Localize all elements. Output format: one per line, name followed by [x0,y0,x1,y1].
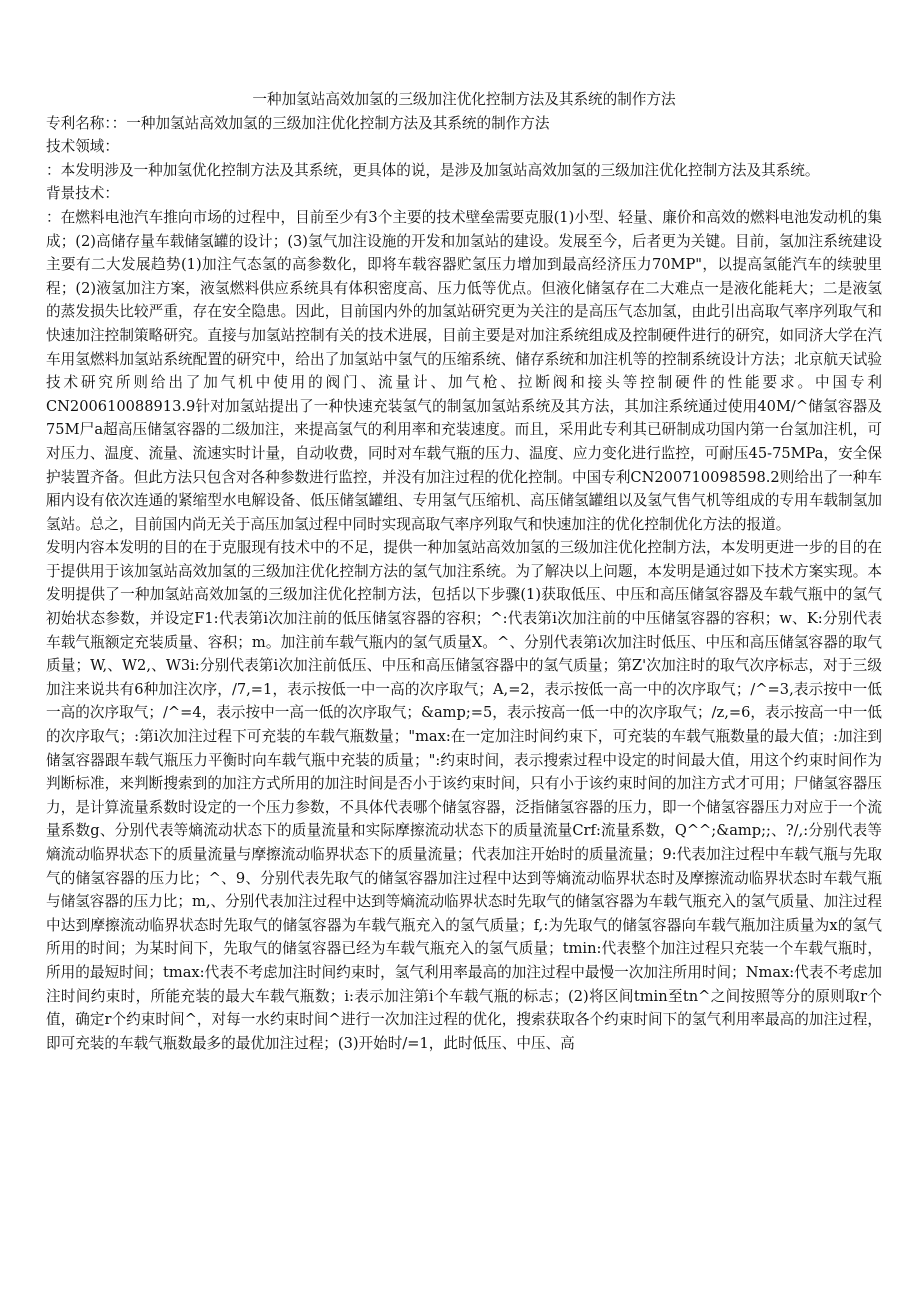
background-heading: 背景技术： [46,185,119,203]
technical-field-heading: 技术领域： [46,138,119,156]
summary-text: 发明内容本发明的目的在于克服现有技术中的不足，提供一种加氢站高效加氢的三级加注优化控制方法，本发明更进一步的目的在于提供用于该加氢站高效加氢的三级加注优化控制方法的氢气加注系统。为了解决以上问题，本发明是通过如下技术方案实现。本发明提供了一种加氢站高效加氢的三级加注优化控制方法，包括以下步骤(1)获取低压、中压和高压储氢容器及车载气瓶中的氢气初始状态参数，并设定F1:代表第i次加注前的低压储氢容器的容积；^:代表第i次加注前的中压储氢容器的容积；w、K:分别代表车载气瓶额定充装质量、容积；m。加注前车载气瓶内的氢气质量X。^、分别代表第i次加注时低压、中压和高压储氢容器的取气质量；W,、W2,、W3i:分别代表第i次加注前低压、中压和高压储氢容器中的氢气质量；第Z'次加注时的取气次序标志，对于三级加注来说共有6种加注次序，/7,=1，表示按低一中一高的次序取气；A,=2，表示按低一高一中的次序取气；/^=3,表示按中一低一高的次序取气；/^=4，表示按中一高一低的次序取气；&amp;=5，表示按高一低一中的次序取气；/z,=6，表示按高一中一低的次序取气；:第i次加注过程下可充装的车载气瓶数量；"max:在一定加注时间约束下，可充装的车载气瓶数量的最大值；:加注到储氢容器跟车载气瓶压力平衡时向车载气瓶中充装的质量；":约束时间，表示搜索过程中设定的时间最大值，用这个约束时间作为判断标准，来判断搜索到的加注方式所用的加注时间是否小于该约束时间，只有小于该约束时间的加注方式才可用；尸储氢容器压力，是计算流量系数时设定的一个压力参数，不具体代表哪个储氢容器，泛指储氢容器的压力，即一个储氢容器压力对应于一个流量系数g、分别代表等熵流动状态下的质量流量和实际摩擦流动状态下的质量流量Crf:流量系数，Q^^;&amp;;、?/,:分别代表等熵流动临界状态下的质量流量与摩擦流动临界状态下的质量流量；代表加注开始时的质量流量；9:代表加注过程中车载气瓶与先取气的储氢容器的压力比；^、9、分别代表先取气的储氢容器加注过程中达到等熵流动临界状态时及摩擦流动临界状态时车载气瓶与储氢容器的压力比；m,、分别代表加注过程中达到等熵流动临界状态时先取气的储氢容器为车载气瓶充入的氢气质量、加注过程中达到摩擦流动临界状态时先取气的储氢容器为车载气瓶充入的氢气质量；f,:为先取气的储氢容器向车载气瓶加注质量为x的氢气所用的时间；为某时间下，先取气的储氢容器已经为车载气瓶充入的氢气质量；tmin:代表整个加注过程只充装一个车载气瓶时，所用的最短时间；tmax:代表不考虑加注时间约束时，氢气利用率最高的加注过程中最慢一次加注所用时间；Nmax:代表不考虑加注时间约束时，所能充装的最大车载气瓶数；i:表示加注第i个车载气瓶的标志；(2)将区间tmin至tn^之间按照等分的原则取r个值，确定r个约束时间^，对每一水约束时间^进行一次加注过程的优化，搜索获取各个约束时间下的氢气利用率最高的加注过程，即可充装的车载气瓶数最多的最优加注过程；(3)开始时/=1，此时低压、中压、高 [46,539,882,1052]
background-text: ：在燃料电池汽车推向市场的过程中，目前至少有3个主要的技术壁垒需要克服(1)小型、轻量、廉价和高效的燃料电池发动机的集成；(2)高储存量车载储氢罐的设计；(3)氢气加注设施的开发和加氢站的建设。发展至今，后者更为关键。目前，氢加注系统建设主要有二大发展趋势(1)加注气态氢的高参数化，即将车载容器贮氢压力增加到最高经济压力70MP"，以提高氢能汽车的续驶里程；(2)液氢加注方案，液氢燃料供应系统具有体积密度高、压力低等优点。但液化储氢存在二大难点一是液化能耗大；二是液氢的蒸发损失比较严重，存在安全隐患。因此，目前国内外的加氢站研究更为关注的是高压气态加氢，由此引出高取气率序列取气和快速加注控制策略研究。直接与加氢站控制有关的技术进展，目前主要是对加注系统组成及控制硬件进行的研究，如同济大学在汽车用氢燃料加氢站系统配置的研究中，给出了加氢站中氢气的压缩系统、储存系统和加注机等的控制系统设计方法；北京航天试验技术研究所则给出了加气机中使用的阀门、流量计、加气枪、拉断阀和接头等控制硬件的性能要求。中国专利CN200610088913.9针对加氢站提出了一种快速充装氢气的制氢加氢站系统及其方法，其加注系统通过使用40M/^储氢容器及75M尸a超高压储氢容器的二级加注，来提高氢气的利用率和充装速度。而且，采用此专利其已研制成功国内第一台氢加注机，可对压力、温度、流量、流速实时计量，自动收费，同时对车载气瓶的压力、温度、应力变化进行监控，可耐压45-75MPa，安全保护装置齐备。但此方法只包含对各种参数进行监控，并没有加注过程的优化控制。中国专利CN200710098598.2则给出了一种车厢内设有依次连通的紧缩型水电解设备、低压储氢罐组、专用氢气压缩机、高压储氢罐组以及氢气售气机等组成的专用车载制氢加氢站。总之，目前国内尚无关于高压加氢过程中同时实现高取气率序列取气和快速加注的优化控制优化方法的报道。 [46,208,882,533]
patent-name: 专利名称：：一种加氢站高效加氢的三级加注优化控制方法及其系统的制作方法 [46,114,550,132]
technical-field-text: ：本发明涉及一种加氢优化控制方法及其系统，更具体的说，是涉及加氢站高效加氢的三级加注优化控制方法及其系统。 [46,161,820,179]
document-title: 一种加氢站高效加氢的三级加注优化控制方法及其系统的制作方法 [252,91,676,108]
document-page [46,88,882,1055]
